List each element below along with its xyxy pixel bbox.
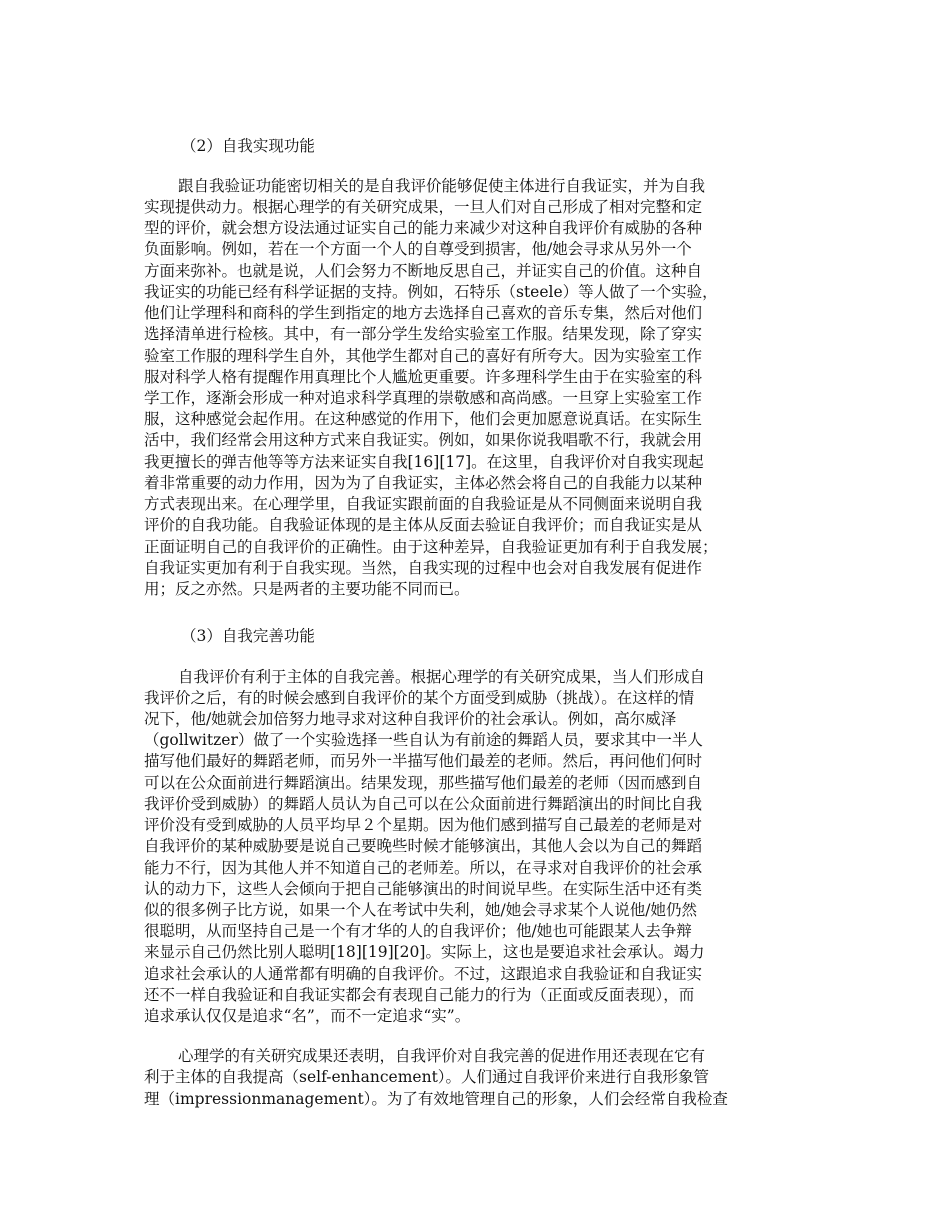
text-line: 能力不行，因为其他人并不知道自己的老师差。所以，在寻求对自我评价的社会承: [144, 859, 703, 877]
text-line: 着非常重要的动力作用，因为为了自我证实，主体必然会将自己的自我能力以某种: [144, 474, 703, 492]
text-line: （gollwitzer）做了一个实验选择一些自认为有前途的舞蹈人员，要求其中一半人: [144, 731, 703, 749]
text-line: 可以在公众面前进行舞蹈演出。结果发现，那些描写他们最差的老师（因而感到自: [144, 774, 703, 792]
text-line: 用；反之亦然。只是两者的主要功能不同而已。: [144, 580, 470, 598]
text-line: 理（impressionmanagement）。为了有效地管理自己的形象，人们会经常自我检查: [144, 1090, 728, 1108]
text-line: 我评价受到威胁）的舞蹈人员认为自己可以在公众面前进行舞蹈演出的时间比自我: [144, 795, 703, 813]
text-line: 我更擅长的弹吉他等等方法来证实自我[16][17]。在这里，自我评价对自我实现起: [144, 453, 704, 471]
text-line: 还不一样自我验证和自我证实都会有表现自己能力的行为（正面或反面表现），而: [144, 986, 695, 1004]
text-line: 似的很多例子比方说，如果一个人在考试中失利，她/她会寻求某个人说他/她仍然: [144, 901, 697, 919]
text-line: 方式表现出来。在心理学里，自我证实跟前面的自我验证是从不同侧面来说明自我: [144, 495, 703, 513]
text-line: 选择清单进行检核。其中，有一部分学生发给实验室工作服。结果发现，除了穿实: [144, 325, 703, 343]
text-line: 认的动力下，这些人会倾向于把自己能够演出的时间说早些。在实际生活中还有类: [144, 880, 703, 898]
text-line: 我评价之后，有的时候会感到自我评价的某个方面受到威胁（挑战）。在这样的情: [144, 689, 695, 707]
text-line: 自我证实更加有利于自我实现。当然，自我实现的过程中也会对自我发展有促进作: [144, 559, 703, 577]
text-line: 活中，我们经常会用这种方式来自我证实。例如，如果你说我唱歌不行，我就会用: [144, 431, 703, 449]
text-line: 描写他们最好的舞蹈老师，而另外一半描写他们最差的老师。然后，再问他们何时: [144, 752, 703, 770]
text-line: 评价没有受到威胁的人员平均早２个星期。因为他们感到描写自己最差的老师是对: [144, 816, 703, 834]
text-line: 自我评价有利于主体的自我完善。根据心理学的有关研究成果，当人们形成自: [178, 668, 706, 686]
text-line: 评价的自我功能。自我验证体现的是主体从反面去验证自我评价；而自我证实是从: [144, 516, 703, 534]
text-line: 很聪明，从而坚持自己是一个有才华的人的自我评价；他/她也可能跟某人去争辩: [144, 922, 692, 940]
text-line: 来显示自己仍然比别人聪明[18][19][20]。实际上，这也是要追求社会承认。竭力: [144, 943, 705, 961]
text-line: 况下，他/她就会加倍努力地寻求对这种自我评价的社会承认。例如，高尔威泽: [144, 710, 677, 728]
text-line: 利于主体的自我提高（self-enhancement）。人们通过自我评价来进行自我形象管: [144, 1068, 710, 1086]
text-line: 服，这种感觉会起作用。在这种感觉的作用下，他们会更加愿意说真话。在实际生: [144, 410, 703, 428]
text-line: 自我评价的某种威胁要是说自己要晚些时候才能够演出，其他人会以为自己的舞蹈: [144, 837, 703, 855]
section-heading-self-improvement: （3）自我完善功能: [181, 627, 315, 645]
text-line: 追求社会承认的人通常都有明确的自我评价。不过，这跟追求自我验证和自我证实: [144, 965, 703, 983]
text-line: 实现提供动力。根据心理学的有关研究成果，一旦人们对自己形成了相对完整和定: [144, 198, 703, 216]
text-line: 验室工作服的理科学生自外，其他学生都对自己的喜好有所夸大。因为实验室工作: [144, 347, 703, 365]
text-line: 跟自我验证功能密切相关的是自我评价能够促使主体进行自我证实，并为自我: [178, 177, 706, 195]
text-line: 追求承认仅仅是追求“名”，而不一定追求“实”。: [144, 1007, 471, 1025]
text-line: 服对科学人格有提醒作用真理比个人尴尬更重要。许多理科学生由于在实验室的科: [144, 368, 703, 386]
text-line: 心理学的有关研究成果还表明，自我评价对自我完善的促进作用还表现在它有: [178, 1047, 706, 1065]
text-line: 我证实的功能已经有科学证据的支持。例如，石特乐（steele）等人做了一个实验，: [144, 283, 718, 301]
text-line: 学工作，逐渐会形成一种对追求科学真理的崇敬感和高尚感。一旦穿上实验室工作: [144, 389, 703, 407]
text-line: 负面影响。例如，若在一个方面一个人的自尊受到损害，他/她会寻求从另外一个: [144, 240, 692, 258]
text-line: 他们让学理科和商科的学生到指定的地方去选择自己喜欢的音乐专集，然后对他们: [144, 304, 703, 322]
section-heading-self-realization: （2）自我实现功能: [181, 137, 315, 155]
text-line: 型的评价，就会想方设法通过证实自己的能力来减少对这种自我评价有威胁的各种: [144, 219, 703, 237]
text-line: 正面证明自己的自我评价的正确性。由于这种差异，自我验证更加有利于自我发展；: [144, 538, 718, 556]
text-line: 方面来弥补。也就是说，人们会努力不断地反思自己，并证实自己的价值。这种自: [144, 262, 703, 280]
